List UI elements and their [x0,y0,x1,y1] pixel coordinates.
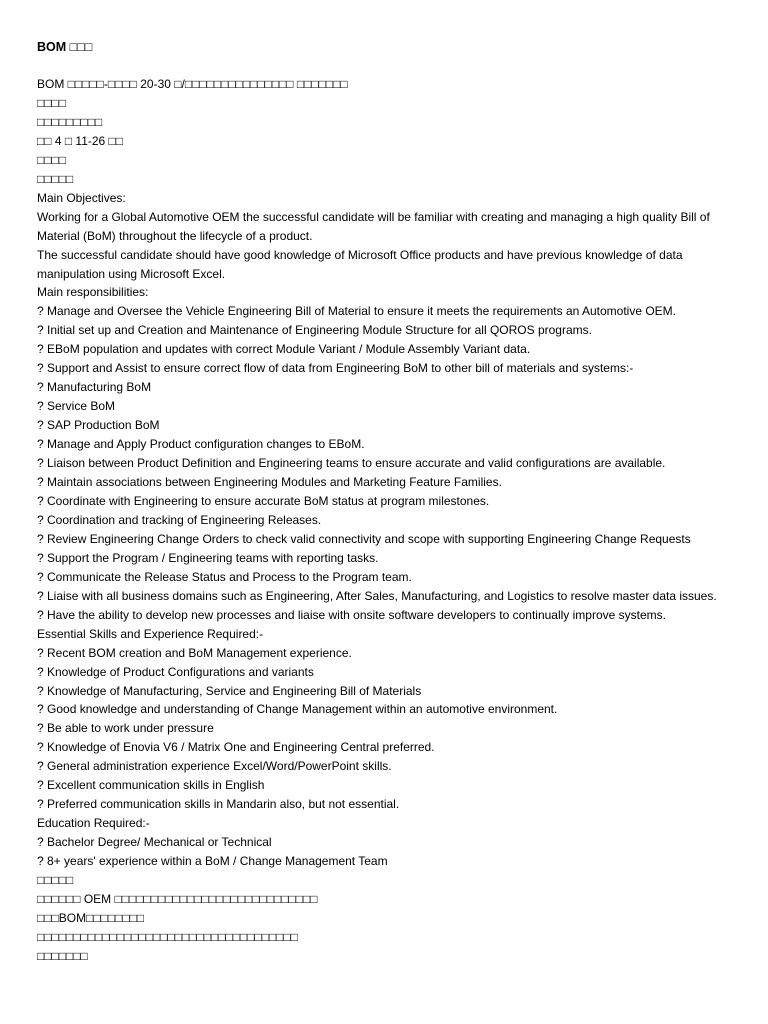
text-line: ? SAP Production BoM [37,418,160,433]
text-line: ? Maintain associations between Engineering Modules and Marketing Feature Families. [37,475,502,490]
document-page [37,38,737,966]
text-line: The successful candidate should have good knowledge of Microsoft Office products and have previous knowledge of data manipulation using Microsoft Excel. [37,247,683,281]
text-line: ? Recent BOM creation and BoM Management experience. [37,645,352,660]
text-line: □□ 4 □ 11-26 □□ [37,133,124,148]
text-line: ? Knowledge of Product Configurations and variants [37,664,314,679]
text-line: □□□□□□ OEM □□□□□□□□□□□□□□□□□□□□□□□□□□□□ [37,891,318,906]
text-line: □□□BOM□□□□□□□□ [37,910,145,925]
text-line: ? Support and Assist to ensure correct flow of data from Engineering BoM to other bill of materials and systems:- [37,361,634,376]
title-spacer [37,57,737,75]
text-line: ? EBoM population and updates with correct Module Variant / Module Assembly Variant data. [37,342,531,357]
text-line: ? Liaison between Product Definition and Engineering teams to ensure accurate and valid configurations are available. [37,456,666,471]
text-line: □□□□□□□ [37,948,88,963]
text-line: ? Initial set up and Creation and Maintenance of Engineering Module Structure for all QOROS programs. [37,323,592,338]
text-line: ? Manage and Oversee the Vehicle Engineering Bill of Material to ensure it meets the requirements an Automotive OEM. [37,304,677,319]
text-line: Essential Skills and Experience Required:- [37,626,264,641]
text-line: BOM □□□□□-□□□□ 20-30 □/□□□□□□□□□□□□□□□ □□□□□□□ [37,77,348,91]
text-line: ? Manage and Apply Product configuration changes to EBoM. [37,437,365,452]
text-line: □□□□□ [37,171,74,186]
text-line: ? Communicate the Release Status and Process to the Program team. [37,569,412,584]
text-line: □□□□□□□□□□□□□□□□□□□□□□□□□□□□□□□□□□□□ [37,929,298,944]
text-line: ? Manufacturing BoM [37,380,152,395]
text-line: ? Have the ability to develop new processes and liaise with onsite software developers to continually improve systems. [37,607,666,622]
text-line: ? Support the Program / Engineering teams with reporting tasks. [37,550,379,565]
text-line: □□□□□□□□□ [37,114,103,129]
text-line: Main responsibilities: [37,285,149,300]
text-line: ? Good knowledge and understanding of Change Management within an automotive environment. [37,702,558,717]
text-line: ? Liaise with all business domains such as Engineering, After Sales, Manufacturing, and Logistics to resolve master data issues. [37,588,717,603]
text-line: ? Knowledge of Manufacturing, Service and Engineering Bill of Materials [37,683,422,698]
text-line: Working for a Global Automotive OEM the successful candidate will be familiar with creating and managing a high quality Bill of [37,209,710,224]
text-line: Main Objectives: [37,190,126,205]
document-body [37,75,737,966]
text-line: ? Bachelor Degree/ Mechanical or Technical [37,835,272,850]
text-line: ? Review Engineering Change Orders to check valid connectivity and scope with supporting Engineering Change Requests [37,531,691,546]
text-line: ? Coordination and tracking of Engineering Releases. [37,512,322,527]
text-line: ? General administration experience Excel/Word/PowerPoint skills. [37,759,392,774]
text-line: □□□□ [37,152,66,167]
text-line: ? Preferred communication skills in Mandarin also, but not essential. [37,797,400,812]
text-line: ? Service BoM [37,399,116,414]
text-line: ? Excellent communication skills in English [37,778,265,793]
text-line: ? Knowledge of Enovia V6 / Matrix One and Engineering Central preferred. [37,740,435,755]
text-line: ? Coordinate with Engineering to ensure accurate BoM status at program milestones. [37,493,490,508]
text-line: □□□□ [37,95,66,110]
text-line: ? 8+ years' experience within a BoM / Change Management Team [37,854,388,869]
text-line: Material (BoM) throughout the lifecycle of a product. [37,228,313,243]
text-line: □□□□□ [37,873,74,888]
text-line: ? Be able to work under pressure [37,721,214,736]
text-line: Education Required:- [37,816,150,831]
document-title: BOM □□□ [37,40,93,54]
